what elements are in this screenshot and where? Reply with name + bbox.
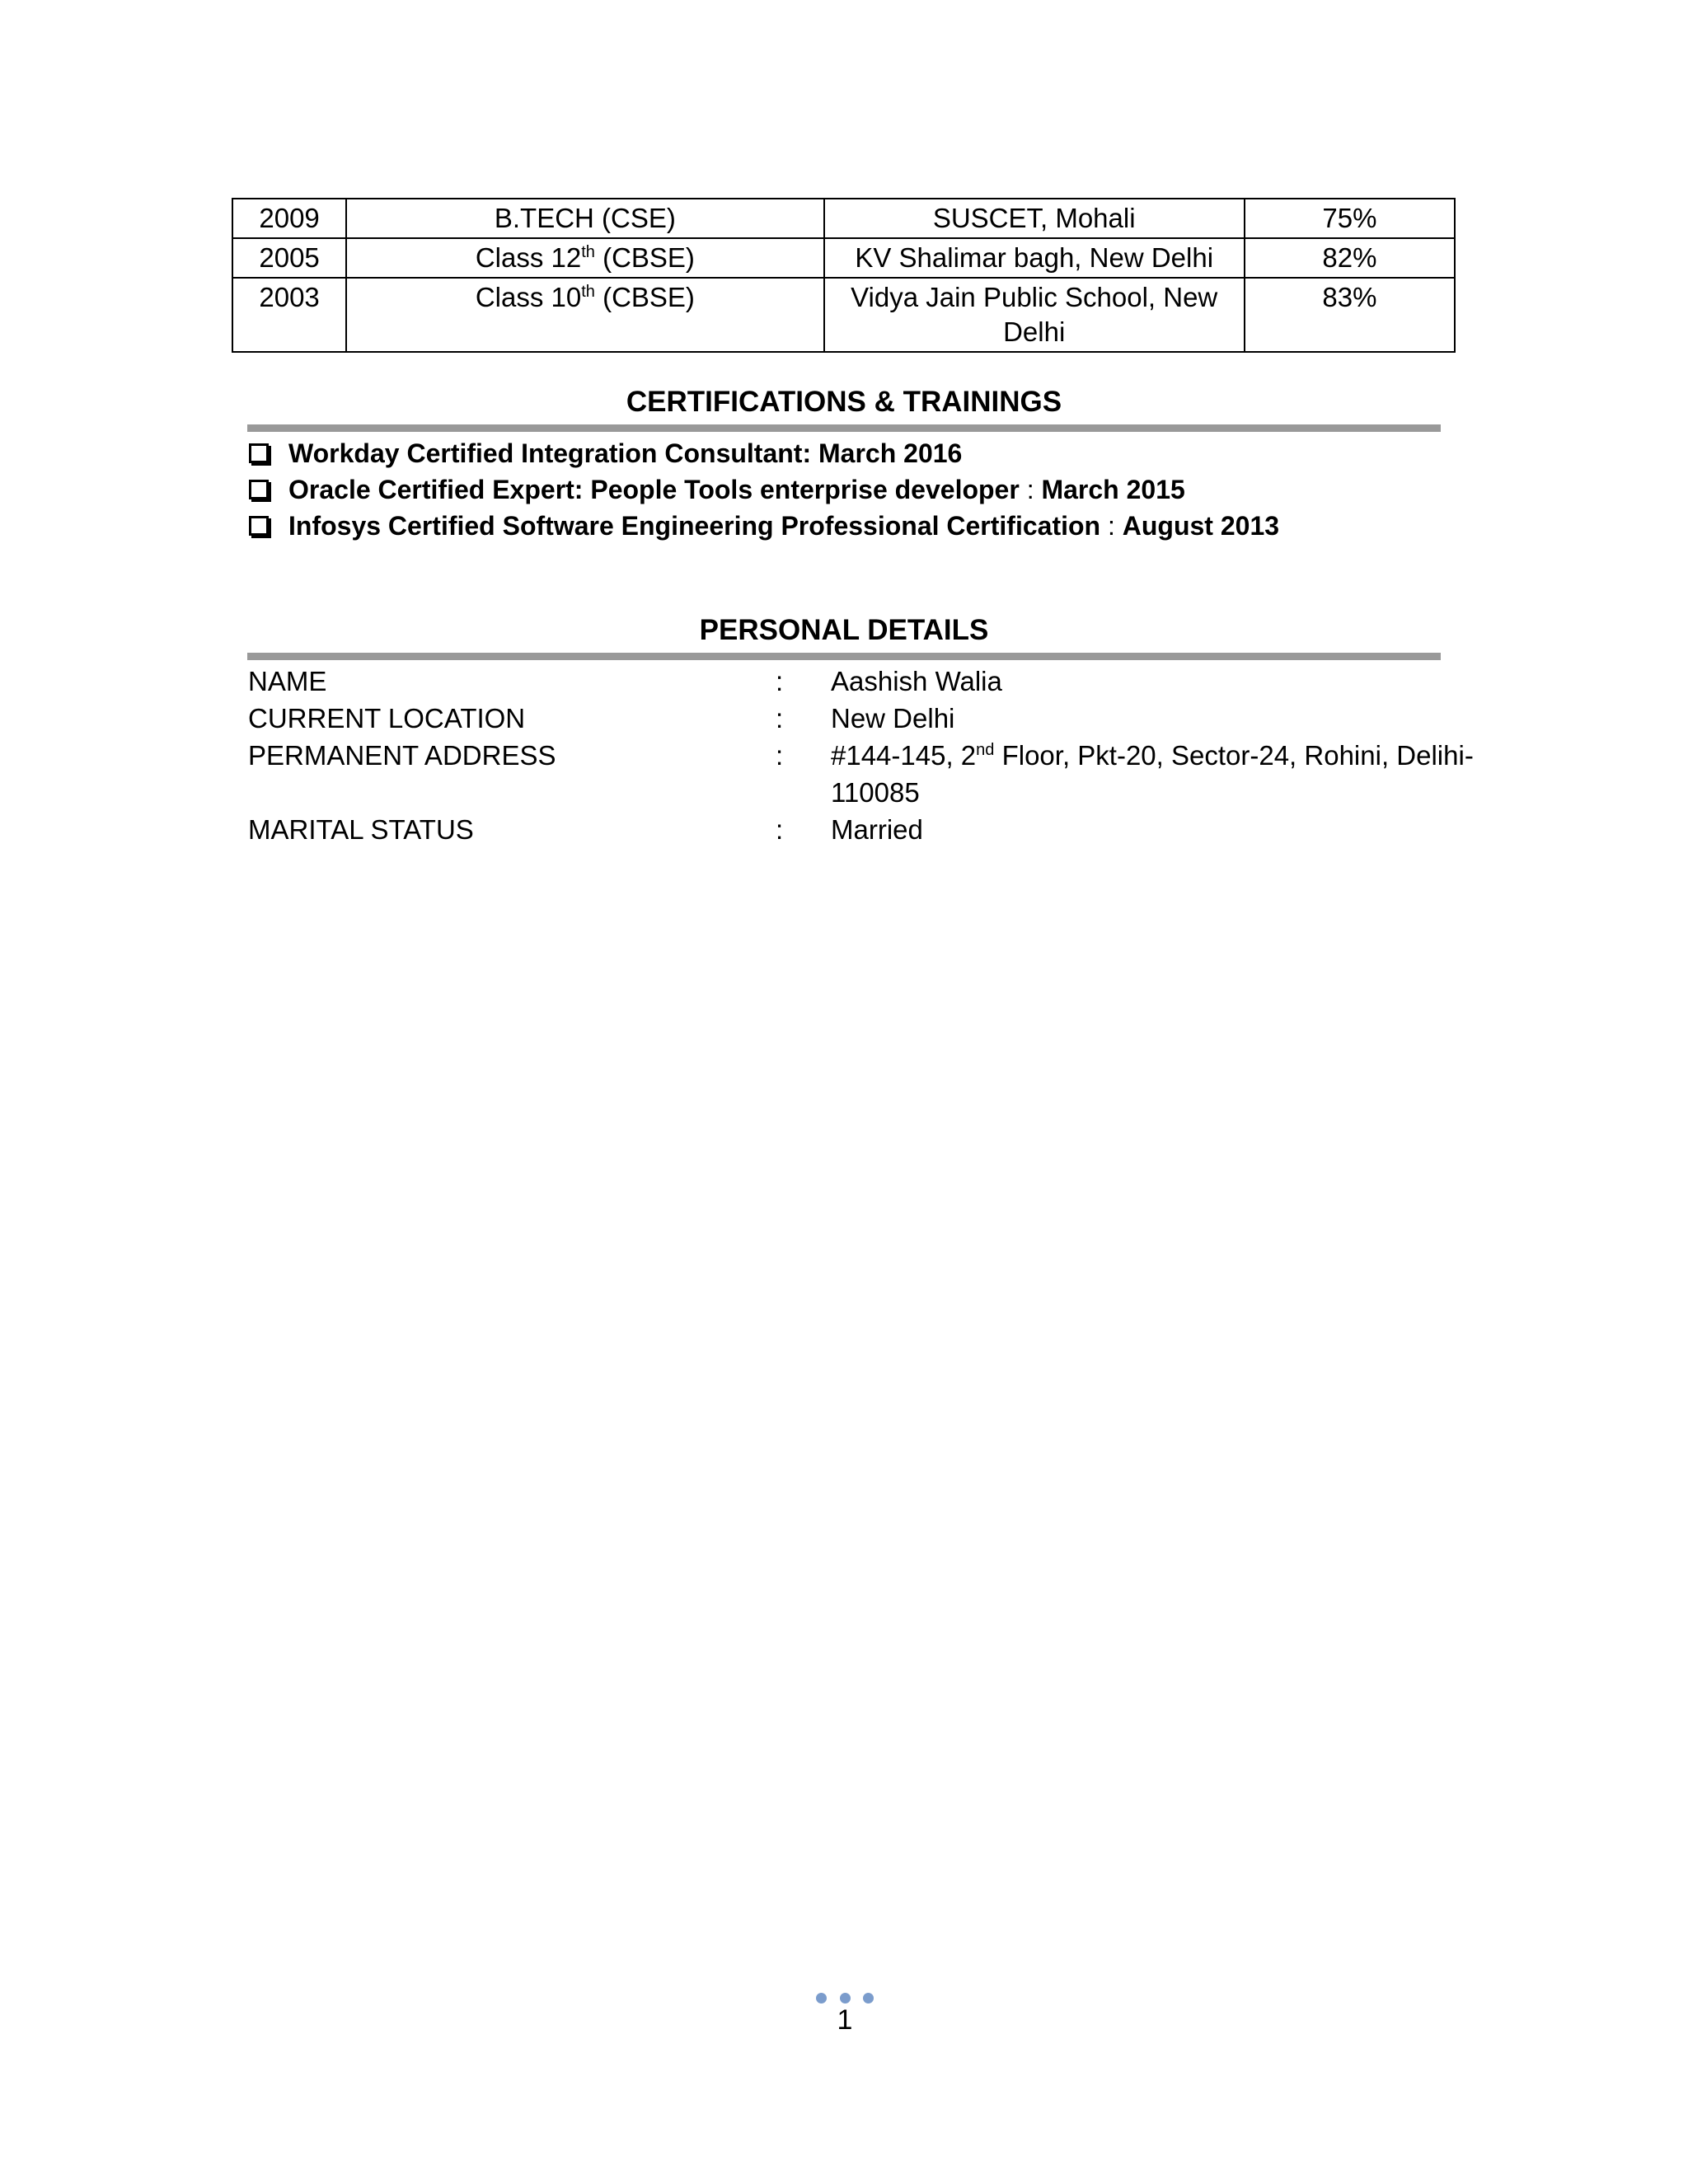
checkbox-bullet-icon [249,516,269,536]
degree-text: B.TECH (CSE) [494,203,676,233]
checkbox-bullet-icon [249,480,269,499]
certification-separator: : [1019,474,1042,504]
institute-text: SUSCET, Mohali [932,203,1136,233]
year-text: 2003 [259,282,320,312]
personal-details-table [248,663,1490,848]
detail-label: NAME [248,666,327,696]
list-item [249,508,1279,544]
certification-text [288,475,1185,505]
certification-text [288,438,962,469]
detail-separator: : [776,740,784,771]
education-year [232,278,346,352]
certification-name: Workday Certified Integration Consultant: March 2016 [288,438,963,468]
certification-text [288,511,1279,541]
list-item [249,435,1279,471]
education-degree [346,199,823,238]
year-text: 2009 [259,203,320,233]
detail-label: MARITAL STATUS [248,814,474,845]
table-row [248,663,1490,700]
table-row [248,700,1490,737]
education-score [1245,278,1455,352]
dot-icon [863,1993,874,2004]
detail-value [831,700,1490,737]
page-number: 1 [837,2004,853,2036]
score-text: 83% [1322,282,1377,312]
certification-name: Infosys Certified Software Engineering Professional Certification [288,510,1101,541]
detail-value-text: Aashish Walia [831,666,1002,696]
degree-superscript: th [581,283,595,301]
certifications-list [249,435,1279,544]
degree-suffix: (CBSE) [594,242,695,273]
education-degree [346,238,823,278]
detail-value-text: Married [831,814,923,845]
education-score [1245,199,1455,238]
table-row [232,199,1455,238]
score-text: 82% [1322,242,1377,273]
table-row [232,238,1455,278]
detail-value-suffix: Floor, Pkt-20, Sector-24, Rohini, Delihi-110085 [831,740,1474,808]
score-text: 75% [1322,203,1377,233]
checkbox-bullet-icon [249,443,269,463]
education-institute [824,238,1245,278]
detail-value-text: #144-145, 2 [831,740,977,771]
detail-separator: : [776,666,784,696]
education-year [232,199,346,238]
degree-text: Class 12 [475,242,582,273]
certification-name: Oracle Certified Expert: People Tools enterprise developer [288,474,1020,504]
detail-value-superscript: nd [976,741,995,759]
certification-separator: : [1100,510,1123,541]
detail-separator: : [776,814,784,845]
education-institute [824,199,1245,238]
detail-value-text: New Delhi [831,703,955,733]
education-degree [346,278,823,352]
dot-icon [840,1993,851,2004]
education-table [232,198,1456,353]
institute-text: KV Shalimar bagh, New Delhi [855,242,1214,273]
table-row [248,737,1490,811]
certification-date: March 2015 [1041,474,1185,504]
detail-value [831,811,1490,848]
education-year [232,238,346,278]
detail-label: CURRENT LOCATION [248,703,526,733]
degree-text: Class 10 [475,282,582,312]
detail-value [831,663,1490,700]
detail-value [831,737,1490,811]
list-item [249,471,1279,508]
certifications-heading: CERTIFICATIONS & TRAININGS [626,386,1062,418]
detail-separator: : [776,703,784,733]
institute-text: Vidya Jain Public School, New Delhi [851,282,1218,347]
table-row [248,811,1490,848]
table-row [232,278,1455,352]
certification-date: August 2013 [1122,510,1280,541]
degree-suffix: (CBSE) [594,282,695,312]
detail-label: PERMANENT ADDRESS [248,740,556,771]
personal-details-divider [247,653,1441,660]
certifications-divider [247,424,1441,432]
degree-superscript: th [581,243,595,261]
year-text: 2005 [259,242,320,273]
education-score [1245,238,1455,278]
education-institute [824,278,1245,352]
personal-details-heading: PERSONAL DETAILS [699,614,989,646]
dot-icon [816,1993,827,2004]
